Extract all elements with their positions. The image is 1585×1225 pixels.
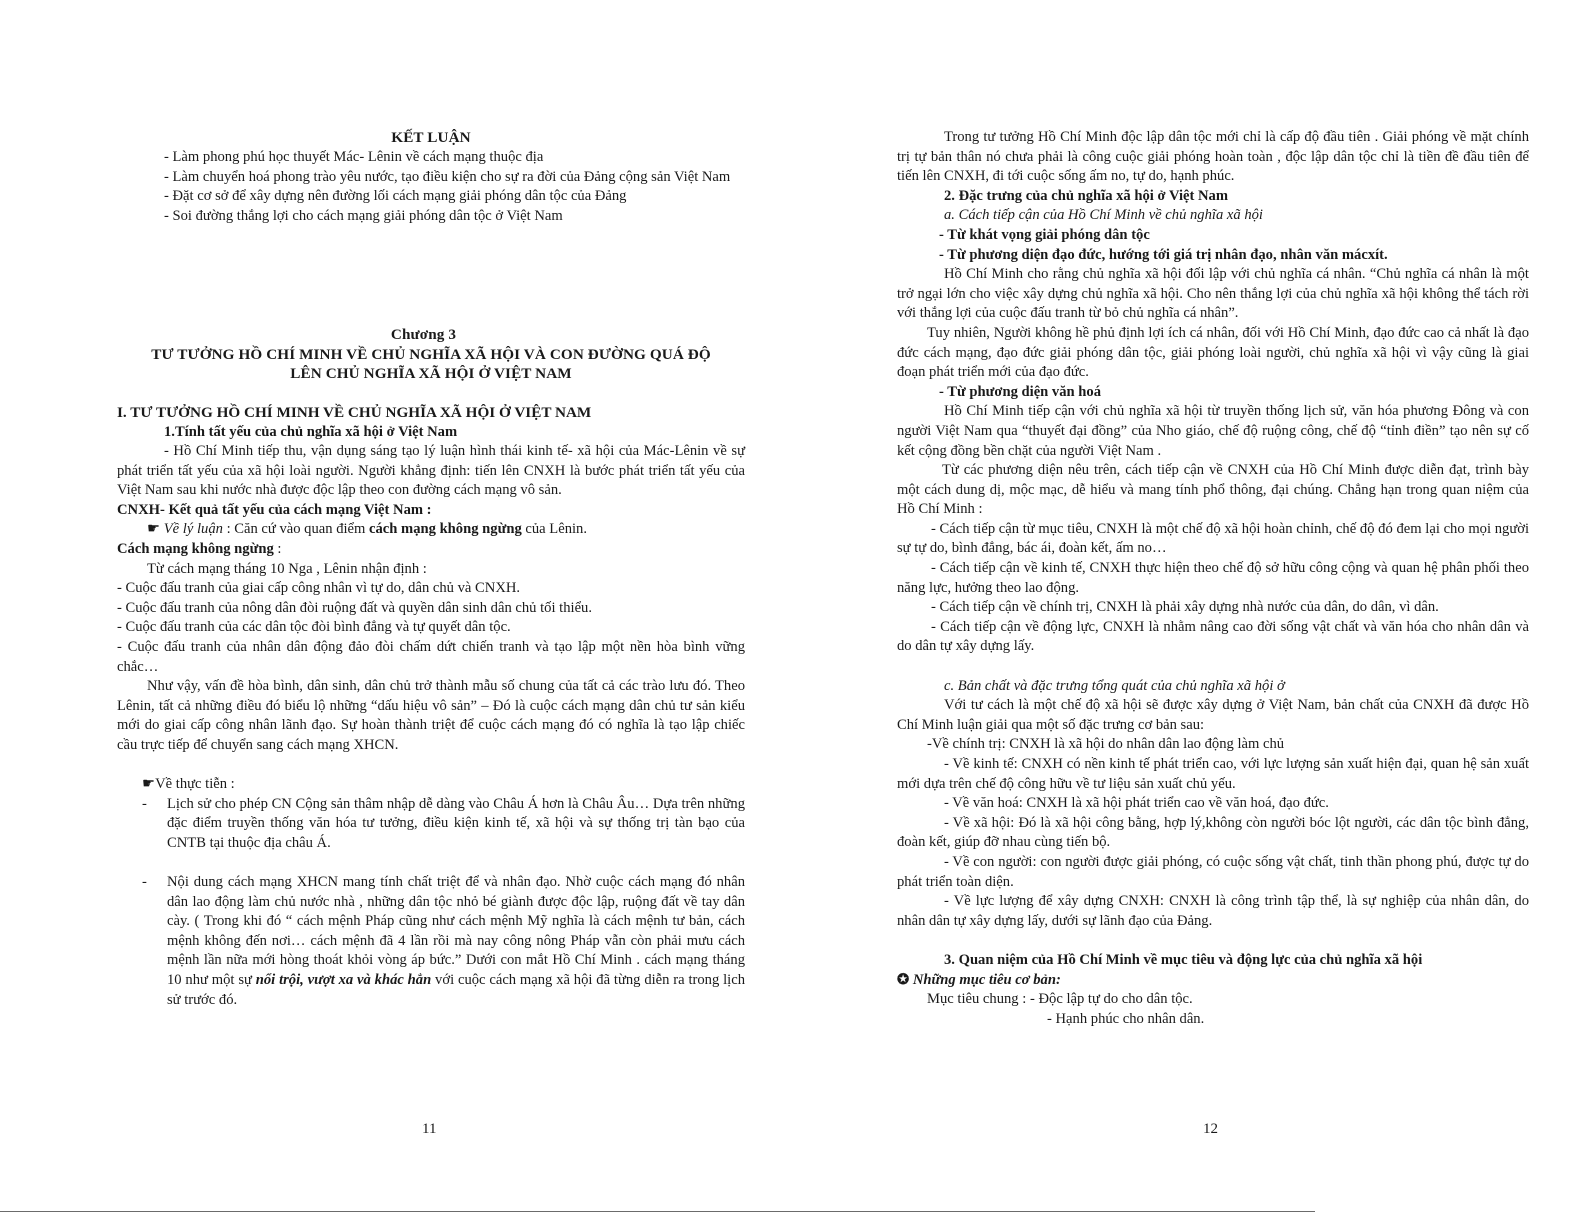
lenin-intro: Từ cách mạng tháng 10 Nga , Lênin nhận định : (147, 560, 427, 577)
cnxh-heading: CNXH- Kết quả tất yếu của cách mạng Việt Nam : (117, 501, 432, 518)
theory-line (117, 520, 745, 540)
struggle-item: - Cuộc đấu tranh của các dân tộc đòi bình đẳng và tự quyết dân tộc. (117, 619, 511, 636)
approach-item: - Cách tiếp cận về động lực, CNXH là nhằm nâng cao đời sống vật chất và văn hóa cho nhân dân và do dân tự xây dựng lấy. (897, 618, 1529, 655)
struggle-item: - Cuộc đấu tranh của nhân dân động đảo đòi chấm dứt chiến tranh và tạo lập một nền hòa bình vững chắc… (117, 638, 745, 675)
approach-heading: - Từ phương diện văn hoá (939, 383, 1101, 400)
practice-dash: - (142, 874, 147, 891)
goal-item: - Hạnh phúc cho nhân dân. (1047, 1010, 1205, 1027)
goal-item: - Độc lập tự do cho dân tộc. (1029, 991, 1193, 1008)
approach-item: - Cách tiếp cận từ mục tiêu, CNXH là một chế độ xã hội hoàn chỉnh, chế độ đó đem lại cho mọi người sự tự do, bình đẳng, bác ái, đoàn kết, ấm no… (897, 520, 1529, 557)
paragraph: Tuy nhiên, Người không hề phủ định lợi ích cá nhân, đối với Hồ Chí Minh, đạo đức cao cả nhất là đạo đức cách mạng, đạo đức giải phóng dân tộc, giải phóng loài người, chủ nghĩa xã hội vì vậy cũng là giai đoạn phát triển mới của đạo đức. (897, 324, 1529, 381)
cmkn-colon: : (273, 540, 282, 557)
subsection-c: c. Bản chất và đặc trưng tổng quát của chủ nghĩa xã hội ở (944, 677, 1285, 694)
subsection-heading: 1.Tính tất yếu của chủ nghĩa xã hội ở Việt Nam (164, 424, 458, 440)
paragraph: Hồ Chí Minh cho rằng chủ nghĩa xã hội đối lập với chủ nghĩa cá nhân. “Chủ nghĩa cá nhân là một trở ngại lớn cho việc xây dựng chủ nghĩa xã hội. Cho nên thắng lợi của chủ nghĩa xã hội không thể tách rời với thắng lợi của cuộc đấu tranh từ bỏ chủ nghĩa cá nhân”. (897, 266, 1529, 322)
page-number: 12 (1203, 1121, 1218, 1137)
practice-text: Lịch sử cho phép CN Cộng sản thâm nhập dễ dàng vào Châu Á hơn là Châu Âu… Dựa trên những đặc điểm truyền thống văn hóa tư tưởng, điều kiện kinh tế, xã hội và sự thống trị tàn bạo của CNTB tại thuộc địa châu Á. (167, 795, 745, 851)
struggle-item: - Cuộc đấu tranh của nông dân đòi ruộng đất và quyền dân sinh dân chủ tối thiểu. (117, 599, 592, 616)
feature-item: - Về văn hoá: CNXH là xã hội phát triển cao về văn hoá, đạo đức. (944, 795, 1329, 812)
pointing-hand-icon: ☛ (147, 521, 161, 538)
paragraph: Từ các phương diện nêu trên, cách tiếp cận về CNXH của Hồ Chí Minh được diễn đạt, trình bày một cách dung dị, mộc mạc, dễ hiểu và mang tính phổ thông, đại chúng. Chẳng hạn trong quan niệm của Hồ Chí Minh : (897, 462, 1529, 518)
conclusion-list (117, 148, 745, 226)
chapter-title-line1: TƯ TƯỞNG HỒ CHÍ MINH VỀ CHỦ NGHĨA XÃ HỘI VÀ CON ĐƯỜNG QUÁ ĐỘ (151, 346, 711, 363)
practice-item (117, 795, 745, 854)
goal-label: Mục tiêu chung : (927, 991, 1027, 1008)
subsection-heading: 2. Đặc trưng của chủ nghĩa xã hội ở Việt Nam (944, 187, 1228, 204)
pointing-hand-icon: ☛ (142, 776, 156, 793)
paragraph: Hồ Chí Minh tiếp cận với chủ nghĩa xã hội từ truyền thống lịch sử, văn hóa phương Đông và con người Việt Nam qua “thuyết đại đồng” của Nho giáo, chế độ ruộng công, chế độ “tỉnh điền” tạo nên sự cố kết cộng đồng bền chặt của người Việt Nam . (897, 403, 1529, 459)
practice-line (117, 775, 745, 795)
goals-heading: Những mục tiêu cơ bản: (912, 971, 1061, 988)
practice-emphasis: nổi trội, vượt xa và khác hẳn (255, 972, 432, 989)
theory-text-end: của Lênin. (521, 521, 587, 538)
cmkn-line (117, 540, 745, 560)
struggle-item: - Cuộc đấu tranh của giai cấp công nhân vì tự do, dân chủ và CNXH. (117, 580, 521, 597)
theory-bold: cách mạng không ngừng (369, 521, 522, 538)
conclusion-item: - Làm chuyển hoá phong trào yêu nước, tạo điều kiện cho sự ra đời của Đảng cộng sản Việt Nam (164, 168, 731, 185)
conclusion-item: - Làm phong phú học thuyết Mác- Lênin về cách mạng thuộc địa (164, 149, 544, 165)
goals-heading-line (897, 971, 1529, 991)
paragraph: - Hồ Chí Minh tiếp thu, vận dụng sáng tạo lý luận hình thái kinh tế- xã hội của Mác-Lênin về sự phát triển tất yếu của xã hội loài người. Người khẳng định: tiến lên CNXH là bước phát triển tất yếu của Việt Nam sau khi nước nhà được độc lập theo con đường cách mạng vô sản. (117, 443, 745, 499)
paragraph: Như vậy, vấn đề hòa bình, dân sinh, dân chủ trở thành mẫu số chung của tất cả các trào lưu đó. Theo Lênin, tất cả những điều đó biểu lộ những “dấu hiệu vô sản” – Đó là cuộc cách mạng dân chủ tư sản kiểu mới do giai cấp công nhân lãnh đạo. Sự hoàn thành triệt để cuộc cách mạng đó có nghĩa là tạo lập chiếc cầu trực tiếp để chuyển sang cách mạng XHCN. (117, 678, 745, 753)
feature-item: - Về kinh tế: CNXH có nền kinh tế phát triển cao, với lực lượng sản xuất hiện đại, quan hệ sản xuất mới dựa trên chế độ công hữu về tư liệu sản xuất chủ yếu. (897, 756, 1529, 792)
feature-item: - Về con người: con người được giải phóng, có cuộc sống vật chất, tinh thần phong phú, được tự do phát triển toàn diện. (897, 853, 1529, 890)
body-block (117, 442, 745, 1010)
goal-line (897, 990, 1529, 1010)
approach-heading: - Từ phương diện đạo đức, hướng tới giá trị nhân đạo, nhân văn mácxít. (939, 246, 1388, 263)
chapter-number: Chương 3 (390, 326, 457, 343)
body-block (897, 128, 1529, 1029)
paragraph: Trong tư tưởng Hồ Chí Minh độc lập dân tộc mới chỉ là cấp độ đầu tiên . Giải phóng về mặt chính trị tự bản thân nó chưa phải là công cuộc giải phóng hoàn toàn , độc lập dân tộc chỉ là tiền đề đầu tiên để tiến lên CNXH, đi tới cuộc sống ấm no, tự do, hạnh phúc. (897, 129, 1529, 185)
section-heading: I. TƯ TƯỞNG HỒ CHÍ MINH VỀ CHỦ NGHĨA XÃ HỘI Ở VIỆT NAM (117, 404, 592, 421)
circle-star-icon: ✪ (897, 971, 910, 988)
theory-label: Về lý luận (163, 521, 223, 538)
cmkn-heading: Cách mạng không ngừng (117, 540, 274, 557)
feature-item: -Về chính trị: CNXH là xã hội do nhân dân lao động làm chủ (927, 736, 1285, 753)
feature-item: - Về lực lượng để xây dựng CNXH: CNXH là công trình tập thể, là sự nghiệp của nhân dân, do nhân dân tự xây dựng lấy, dưới sự lãnh đạo của Đảng. (897, 893, 1529, 929)
page-number: 11 (422, 1121, 437, 1137)
practice-label: Về thực tiễn : (155, 776, 235, 793)
approach-item: - Cách tiếp cận về kinh tế, CNXH thực hiện theo chế độ sở hữu công cộng và quan hệ phân phối theo năng lực, hưởng theo lao động. (897, 560, 1529, 596)
practice-text (167, 873, 745, 1010)
conclusion-item: - Soi đường thắng lợi cho cách mạng giải phóng dân tộc ở Việt Nam (164, 207, 563, 224)
approach-heading: - Từ khát vọng giải phóng dân tộc (939, 226, 1150, 243)
practice-text-b: với cuộc cách mạng xã hội đã từng diễn ra trong lịch sử trước đó. (167, 972, 745, 1008)
chapter-title-line2: LÊN CHỦ NGHĨA XÃ HỘI Ở VIỆT NAM (290, 365, 572, 382)
subsection-a: a. Cách tiếp cận của Hồ Chí Minh về chủ nghĩa xã hội (944, 207, 1263, 224)
conclusion-item: - Đặt cơ sở để xây dựng nên đường lối cách mạng giải phóng dân tộc của Đảng (164, 188, 627, 205)
conclusion-title: KẾT LUẬN (391, 129, 471, 146)
subsection-heading: 3. Quan niệm của Hồ Chí Minh về mục tiêu và động lực của chủ nghĩa xã hội (944, 951, 1423, 968)
bottom-divider (0, 1211, 1315, 1212)
practice-item (117, 873, 745, 1010)
paragraph: Với tư cách là một chế độ xã hội sẽ được xây dựng ở Việt Nam, bản chất của CNXH đã được Hồ Chí Minh luận giải qua một số đặc trưng cơ bản sau: (897, 697, 1529, 733)
practice-text-a: Nội dung cách mạng XHCN mang tính chất triệt để và nhân đạo. Nhờ cuộc cách mạng đó nhân dân lao động làm chủ nước nhà , những dân tộc nhỏ bé giành được độc lập, ruộng đất về tay dân cày. ( Trong khi đó “ cách mệnh Pháp cũng như cách mệnh Mỹ nghĩa là cách mệnh tư bản, cách mệnh không đến nơi… cách mệnh đã 4 lần rồi mà nay công nông Pháp vẫn còn phải mưu cách mệnh lần nữa mới hòng thoát khỏi vòng áp bức.” Dưới con mắt Hồ Chí Minh . cách mạng tháng 10 như một sự (167, 874, 745, 989)
theory-text: : Căn cứ vào quan điểm (222, 521, 370, 538)
feature-item: - Về xã hội: Đó là xã hội công bằng, hợp lý,không còn người bóc lột người, các dân tộc bình đẳng, đoàn kết, giúp đỡ nhau cùng tiến bộ. (897, 814, 1529, 851)
approach-item: - Cách tiếp cận về chính trị, CNXH là phải xây dựng nhà nước của dân, do dân, vì dân. (931, 599, 1439, 616)
practice-dash: - (142, 795, 147, 812)
